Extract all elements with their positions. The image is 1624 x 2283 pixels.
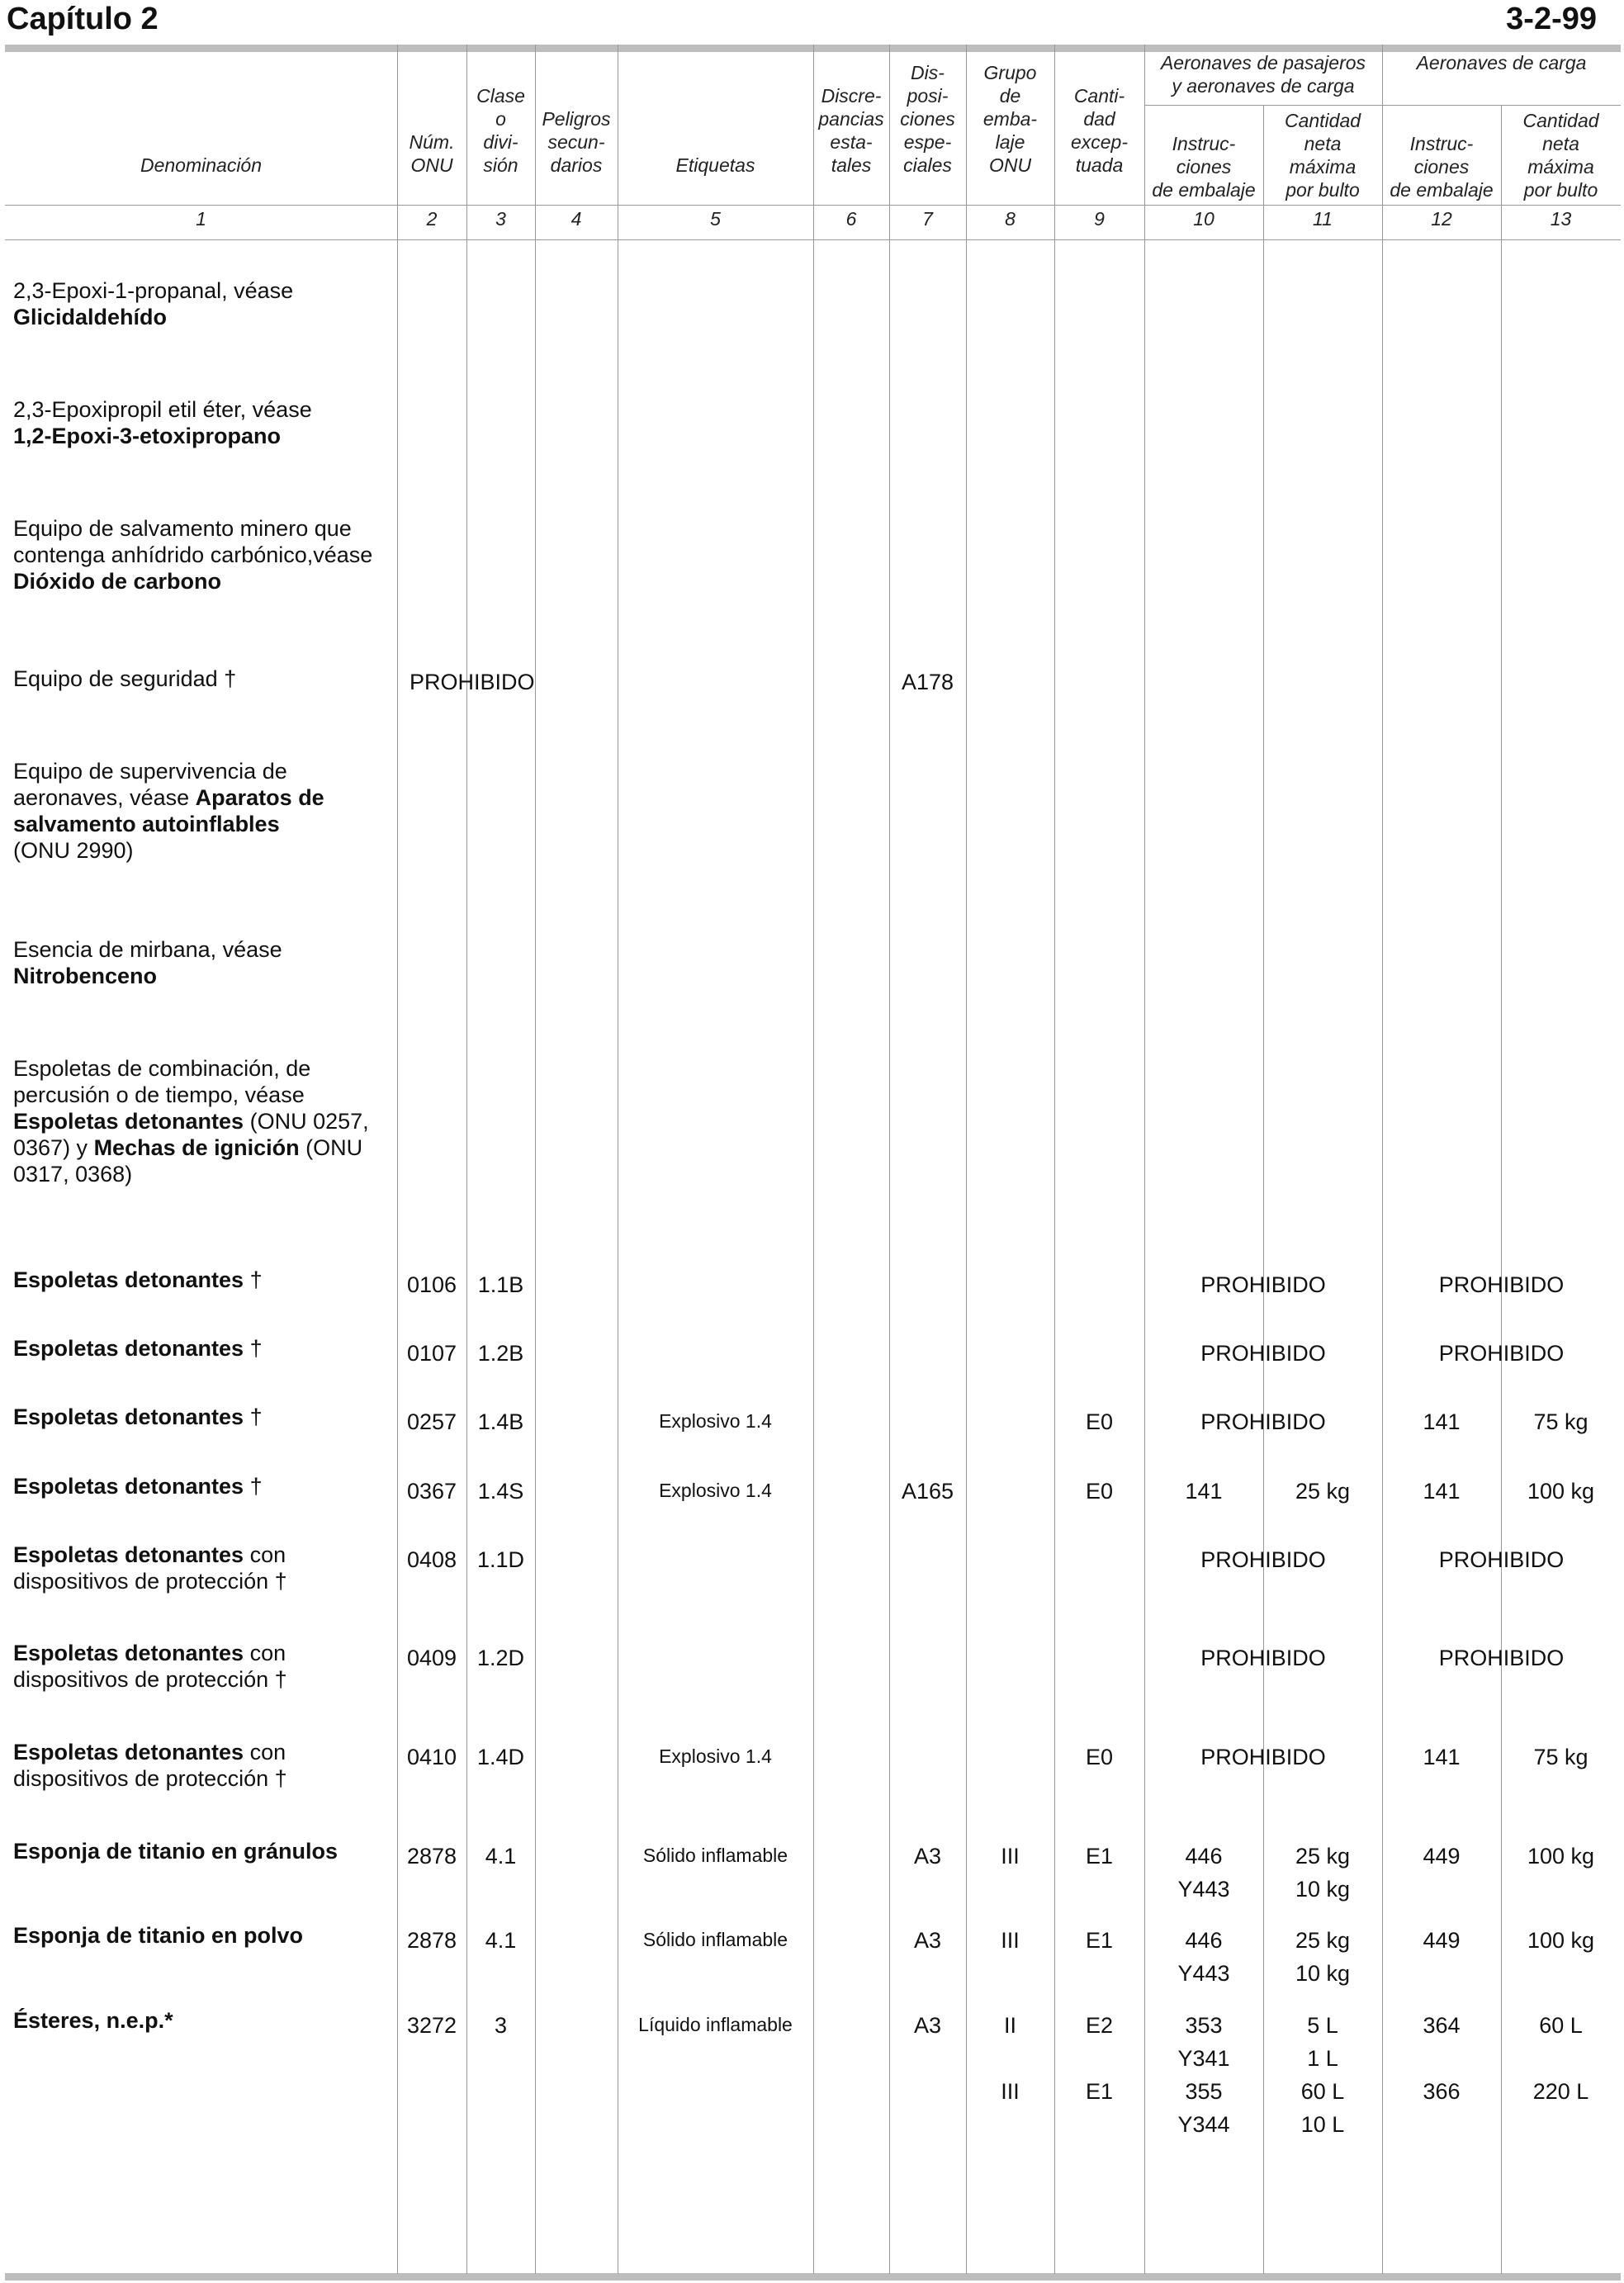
excepted-quantity: E1 bbox=[1085, 1844, 1114, 1869]
excepted-quantity: E0 bbox=[1085, 1479, 1114, 1504]
un-number: 0410 bbox=[406, 1745, 457, 1769]
prohibido-text: PROHIBIDO bbox=[1200, 1409, 1326, 1434]
class-division: 1.1D bbox=[476, 1547, 525, 1572]
column-number: 10 bbox=[1193, 208, 1214, 230]
table-row: Esponja de titanio en polvo bbox=[13, 1923, 304, 1948]
header-discrepancias: Discre- pancias esta- tales bbox=[818, 85, 884, 176]
header-instrucciones-carga: Instruc- ciones de embalaje bbox=[1390, 133, 1494, 201]
column-number: 6 bbox=[845, 208, 857, 230]
table-row: Espoletas detonantes † bbox=[13, 1404, 263, 1429]
prohibido-text: PROHIBIDO bbox=[1200, 1272, 1326, 1297]
class-division: 1.1B bbox=[477, 1272, 524, 1297]
entry-espoletas-combinacion: Espoletas de combinación, de percusión o de tiempo, véase Espoletas detonantes (ONU 0257, 0367) y Mechas de ignición (ONU 0317, 0368) bbox=[13, 1056, 369, 1186]
hazard-label: Explosivo 1.4 bbox=[659, 1745, 772, 1767]
column-number: 7 bbox=[922, 208, 933, 230]
max-net-quantity: 100 kg bbox=[1527, 1479, 1595, 1504]
table-row: Espoletas detonantes con dispositivos de protección † bbox=[13, 1740, 287, 1791]
header-clase: Clase o divi- sión bbox=[476, 85, 525, 176]
un-number: 0257 bbox=[406, 1409, 457, 1434]
packing-instruction: 446 bbox=[1185, 1928, 1223, 1953]
max-net-quantity: 25 kg bbox=[1295, 1479, 1351, 1504]
max-net-quantity: 60 L bbox=[1300, 2079, 1345, 2104]
excepted-quantity: E0 bbox=[1085, 1409, 1114, 1434]
header-cantidad-carga: Cantidad neta máxima por bulto bbox=[1522, 110, 1599, 201]
column-number: 1 bbox=[196, 208, 206, 230]
packing-instruction-ltd: Y341 bbox=[1177, 2046, 1230, 2071]
hazard-label: Sólido inflamable bbox=[642, 1845, 788, 1866]
packing-instruction: 449 bbox=[1423, 1928, 1461, 1953]
table-row: Esponja de titanio en gránulos bbox=[13, 1839, 339, 1864]
excepted-quantity: E1 bbox=[1085, 1928, 1114, 1953]
prohibido-text: PROHIBIDO bbox=[1200, 1646, 1326, 1670]
class-division: 1.4B bbox=[477, 1409, 524, 1434]
header-peligros: Peligros secun- darios bbox=[542, 108, 611, 176]
header-num-onu: Núm. ONU bbox=[409, 131, 455, 176]
max-net-quantity: 5 L bbox=[1307, 2013, 1338, 2038]
column-number: 2 bbox=[426, 208, 438, 230]
un-number: 2878 bbox=[406, 1928, 457, 1953]
special-provision: A3 bbox=[913, 1928, 942, 1953]
packing-instruction: 449 bbox=[1423, 1844, 1461, 1869]
header-grupo-embalaje: Grupo de emba- laje ONU bbox=[982, 62, 1038, 176]
page-number: 3-2-99 bbox=[1506, 2, 1597, 36]
special-provision: A165 bbox=[901, 1479, 954, 1504]
un-number: 2878 bbox=[406, 1844, 457, 1869]
column-number: 13 bbox=[1550, 208, 1572, 230]
max-net-quantity-ltd: 1 L bbox=[1307, 2046, 1338, 2071]
col-divider bbox=[813, 45, 814, 2274]
column-number: 11 bbox=[1313, 208, 1333, 230]
column-number: 9 bbox=[1094, 208, 1105, 230]
special-provision: A3 bbox=[913, 2013, 942, 2038]
class-division: 3 bbox=[494, 2013, 508, 2038]
packing-instruction-ltd: Y344 bbox=[1177, 2112, 1230, 2137]
col-divider bbox=[535, 45, 536, 2274]
special-provision: A3 bbox=[913, 1844, 942, 1869]
un-number: 3272 bbox=[406, 2013, 457, 2038]
packing-instruction: 366 bbox=[1423, 2079, 1461, 2104]
prohibido-text: PROHIBIDO bbox=[410, 670, 535, 694]
un-number: 0367 bbox=[406, 1479, 457, 1504]
table-row: Espoletas detonantes † bbox=[13, 1336, 263, 1361]
column-number: 8 bbox=[1005, 208, 1016, 230]
header-denominacion: Denominación bbox=[140, 154, 263, 176]
packing-instruction: 364 bbox=[1423, 2013, 1461, 2038]
prohibido-text: PROHIBIDO bbox=[1200, 1745, 1326, 1769]
hazard-label: Explosivo 1.4 bbox=[659, 1410, 772, 1432]
header-instrucciones-pax: Instruc- ciones de embalaje bbox=[1152, 133, 1256, 201]
max-net-quantity-ltd: 10 kg bbox=[1295, 1961, 1351, 1986]
hazard-label: Sólido inflamable bbox=[642, 1929, 788, 1950]
prohibido-text: PROHIBIDO bbox=[1200, 1547, 1326, 1572]
class-division: 4.1 bbox=[485, 1928, 517, 1953]
un-number: 0408 bbox=[406, 1547, 457, 1572]
max-net-quantity-ltd: 10 L bbox=[1300, 2112, 1345, 2137]
class-division: 1.4S bbox=[477, 1479, 524, 1504]
packing-instruction: 141 bbox=[1423, 1479, 1461, 1504]
class-division: 1.2D bbox=[476, 1646, 525, 1670]
entry-epoxipropil: 2,3-Epoxipropil etil éter, véase 1,2-Epoxi-3-etoxipropano bbox=[13, 397, 312, 448]
max-net-quantity: 25 kg bbox=[1295, 1844, 1351, 1869]
max-net-quantity: 25 kg bbox=[1295, 1928, 1351, 1953]
packing-instruction: 446 bbox=[1185, 1844, 1223, 1869]
packing-group: II bbox=[1003, 2013, 1016, 2038]
class-division: 1.4D bbox=[476, 1745, 525, 1769]
max-net-quantity: 75 kg bbox=[1533, 1409, 1588, 1434]
excepted-quantity: E0 bbox=[1085, 1745, 1114, 1769]
max-net-quantity-ltd: 10 kg bbox=[1295, 1877, 1351, 1902]
prohibido-text: PROHIBIDO bbox=[1438, 1547, 1565, 1572]
table-row: Espoletas detonantes † bbox=[13, 1474, 263, 1499]
chapter-title: Capítulo 2 bbox=[7, 2, 159, 36]
packing-instruction-ltd: Y443 bbox=[1177, 1877, 1230, 1902]
packing-instruction: 141 bbox=[1185, 1479, 1223, 1504]
entry-equipo-seguridad: Equipo de seguridad † bbox=[13, 666, 237, 691]
un-number: 0409 bbox=[406, 1646, 457, 1670]
max-net-quantity: 100 kg bbox=[1527, 1844, 1595, 1869]
entry-epoxi-propanal: 2,3-Epoxi-1-propanal, véase Glicidaldehído bbox=[13, 278, 294, 329]
packing-instruction-ltd: Y443 bbox=[1177, 1961, 1230, 1986]
max-net-quantity: 100 kg bbox=[1527, 1928, 1595, 1953]
header-group-carga: Aeronaves de carga bbox=[1416, 52, 1587, 73]
entry-equipo-salvamento-minero: Equipo de salvamento minero que contenga anhídrido carbónico,véase Dióxido de carbono bbox=[13, 516, 373, 594]
excepted-quantity: E1 bbox=[1085, 2079, 1114, 2104]
packing-instruction: 353 bbox=[1185, 2013, 1223, 2038]
un-number: 0107 bbox=[406, 1341, 457, 1366]
prohibido-text: PROHIBIDO bbox=[1438, 1341, 1565, 1366]
max-net-quantity: 220 L bbox=[1532, 2079, 1589, 2104]
packing-group: III bbox=[1001, 2079, 1020, 2104]
header-disposiciones: Dis- posi- ciones espe- ciales bbox=[900, 62, 955, 176]
entry-equipo-supervivencia: Equipo de supervivencia de aeronaves, véase Aparatos de salvamento autoinflables (ONU 2990) bbox=[13, 759, 324, 863]
header-etiquetas: Etiquetas bbox=[675, 154, 755, 176]
class-division: 1.2B bbox=[477, 1341, 524, 1366]
prohibido-text: PROHIBIDO bbox=[1438, 1272, 1565, 1297]
header-cantidad-exceptuada: Canti- dad excep- tuada bbox=[1070, 85, 1129, 176]
prohibido-text: PROHIBIDO bbox=[1200, 1341, 1326, 1366]
un-number: 0106 bbox=[406, 1272, 457, 1297]
packing-group: III bbox=[1001, 1928, 1020, 1953]
column-number: 3 bbox=[495, 208, 506, 230]
column-number: 12 bbox=[1431, 208, 1452, 230]
table-row: Espoletas detonantes con dispositivos de protección † bbox=[13, 1641, 287, 1692]
entry-esencia-mirbana: Esencia de mirbana, véase Nitrobenceno bbox=[13, 937, 282, 988]
table-row: Ésteres, n.e.p.* bbox=[13, 2008, 173, 2033]
excepted-quantity: E2 bbox=[1085, 2013, 1114, 2038]
header-group-pasajeros: Aeronaves de pasajeros y aeronaves de carga bbox=[1160, 52, 1366, 97]
packing-instruction: 141 bbox=[1423, 1409, 1461, 1434]
packing-instruction: 141 bbox=[1423, 1745, 1461, 1769]
table-row: Espoletas detonantes † bbox=[13, 1267, 263, 1292]
special-provision: A178 bbox=[901, 670, 954, 694]
bottom-rule bbox=[5, 2273, 1621, 2281]
max-net-quantity: 75 kg bbox=[1533, 1745, 1588, 1769]
header-cantidad-pax: Cantidad neta máxima por bulto bbox=[1284, 110, 1361, 201]
hazard-label: Explosivo 1.4 bbox=[659, 1480, 772, 1501]
packing-instruction: 355 bbox=[1185, 2079, 1223, 2104]
class-division: 4.1 bbox=[485, 1844, 517, 1869]
max-net-quantity: 60 L bbox=[1539, 2013, 1583, 2038]
column-number: 5 bbox=[710, 208, 721, 230]
hazard-label: Líquido inflamable bbox=[638, 2014, 793, 2035]
column-number: 4 bbox=[571, 208, 582, 230]
packing-group: III bbox=[1001, 1844, 1020, 1869]
table-row: Espoletas detonantes con dispositivos de protección † bbox=[13, 1542, 287, 1594]
prohibido-text: PROHIBIDO bbox=[1438, 1646, 1565, 1670]
